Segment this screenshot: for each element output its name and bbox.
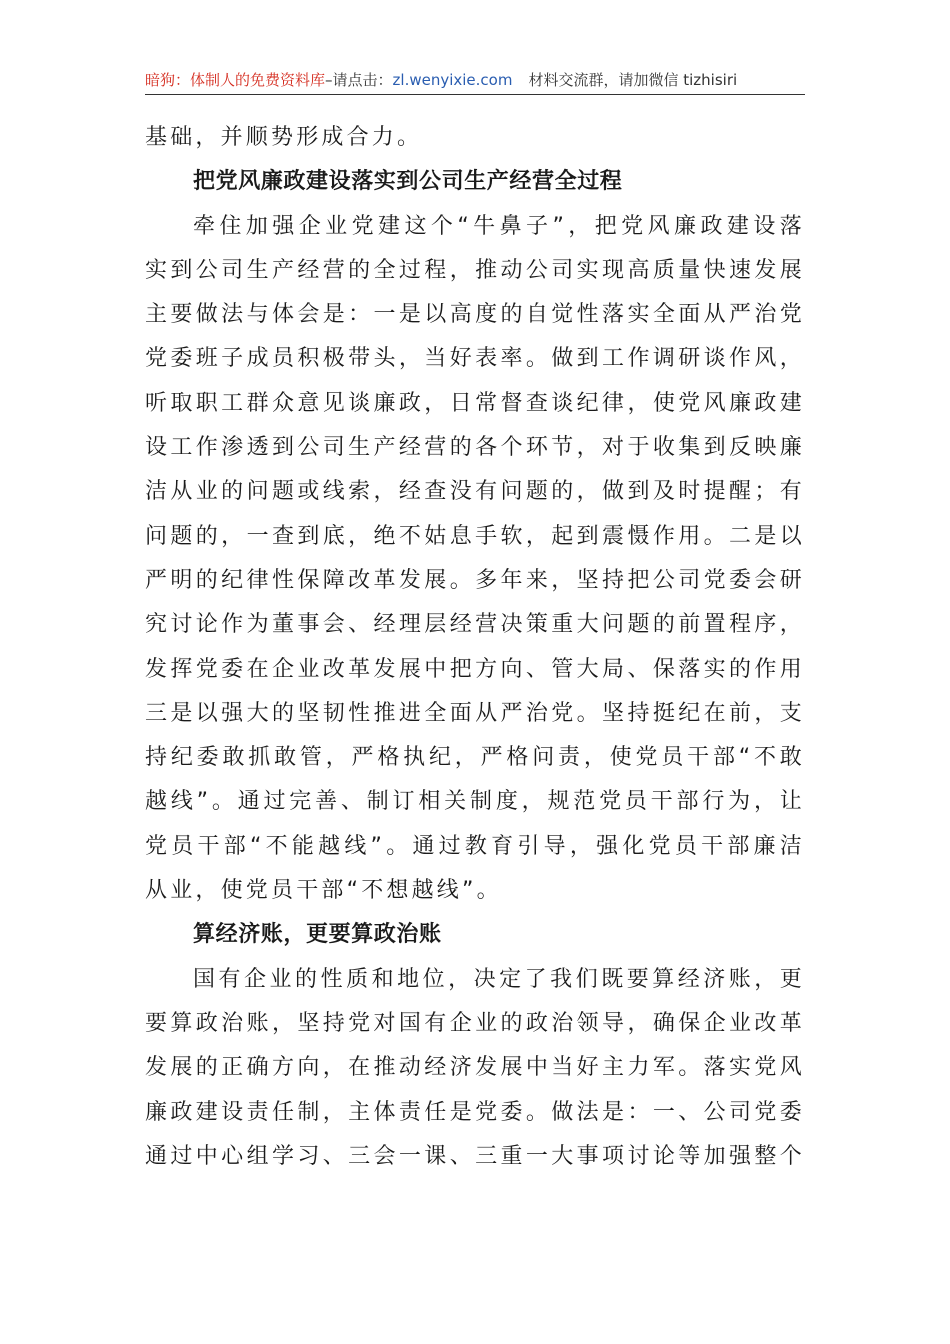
paragraph-line: 通过中心组学习、三会一课、三重一大事项讨论等加强整个 <box>145 1143 805 1169</box>
paragraph-line: 听取职工群众意见谈廉政，日常督查谈纪律，使党风廉政建 <box>145 390 805 416</box>
paragraph-line: 牵住加强企业党建这个“牛鼻子”，把党风廉政建设落 <box>193 213 805 239</box>
paragraph-line: 廉政建设责任制，主体责任是党委。做法是：一、公司党委 <box>145 1099 805 1125</box>
paragraph-line: 主要做法与体会是：一是以高度的自觉性落实全面从严治党 <box>145 302 805 328</box>
paragraph-line: 越线”。通过完善、制订相关制度，规范党员干部行为，让 <box>145 789 805 815</box>
page-header <box>145 66 805 95</box>
header-click-prompt: –请点击： <box>325 71 393 89</box>
paragraph-line: 发展的正确方向，在推动经济发展中当好主力军。落实党风 <box>145 1055 805 1081</box>
paragraph-line: 实到公司生产经营的全过程，推动公司实现高质量快速发展 <box>145 257 805 283</box>
section-heading: 把党风廉政建设落实到公司生产经营全过程 <box>193 169 623 195</box>
paragraph-line: 要算政治账，坚持党对国有企业的政治领导，确保企业改革 <box>145 1010 805 1036</box>
header-contact-info: 材料交流群，请加微信 tizhisiri <box>528 71 738 89</box>
paragraph-line: 严明的纪律性保障改革发展。多年来，坚持把公司党委会研 <box>145 567 805 593</box>
paragraph-line: 党员干部“不能越线”。通过教育引导，强化党员干部廉洁 <box>145 833 805 859</box>
paragraph-line: 从业，使党员干部“不想越线”。 <box>145 878 502 904</box>
paragraph-line: 设工作渗透到公司生产经营的各个环节，对于收集到反映廉 <box>145 435 805 461</box>
paragraph-line: 党委班子成员积极带头，当好表率。做到工作调研谈作风， <box>145 346 805 372</box>
header-website-link[interactable]: zl.wenyixie.com <box>392 71 513 89</box>
paragraph-line: 究讨论作为董事会、经理层经营决策重大问题的前置程序， <box>145 612 805 638</box>
paragraph-line: 洁从业的问题或线索，经查没有问题的，做到及时提醒；有 <box>145 479 805 505</box>
paragraph-line: 持纪委敢抓敢管，严格执纪，严格问责，使党员干部“不敢 <box>145 745 805 771</box>
header-brand: 暗狗：体制人的免费资料库 <box>145 71 326 89</box>
paragraph-line: 国有企业的性质和地位，决定了我们既要算经济账，更 <box>193 966 805 992</box>
paragraph-line: 三是以强大的坚韧性推进全面从严治党。坚持挺纪在前，支 <box>145 700 805 726</box>
paragraph-line: 问题的，一查到底，绝不姑息手软，起到震慑作用。二是以 <box>145 523 805 549</box>
paragraph-line: 发挥党委在企业改革发展中把方向、管大局、保落实的作用 <box>145 656 805 682</box>
section-heading: 算经济账，更要算政治账 <box>193 922 442 948</box>
paragraph-line: 基础，并顺势形成合力。 <box>145 125 423 150</box>
document-body <box>145 116 805 1179</box>
